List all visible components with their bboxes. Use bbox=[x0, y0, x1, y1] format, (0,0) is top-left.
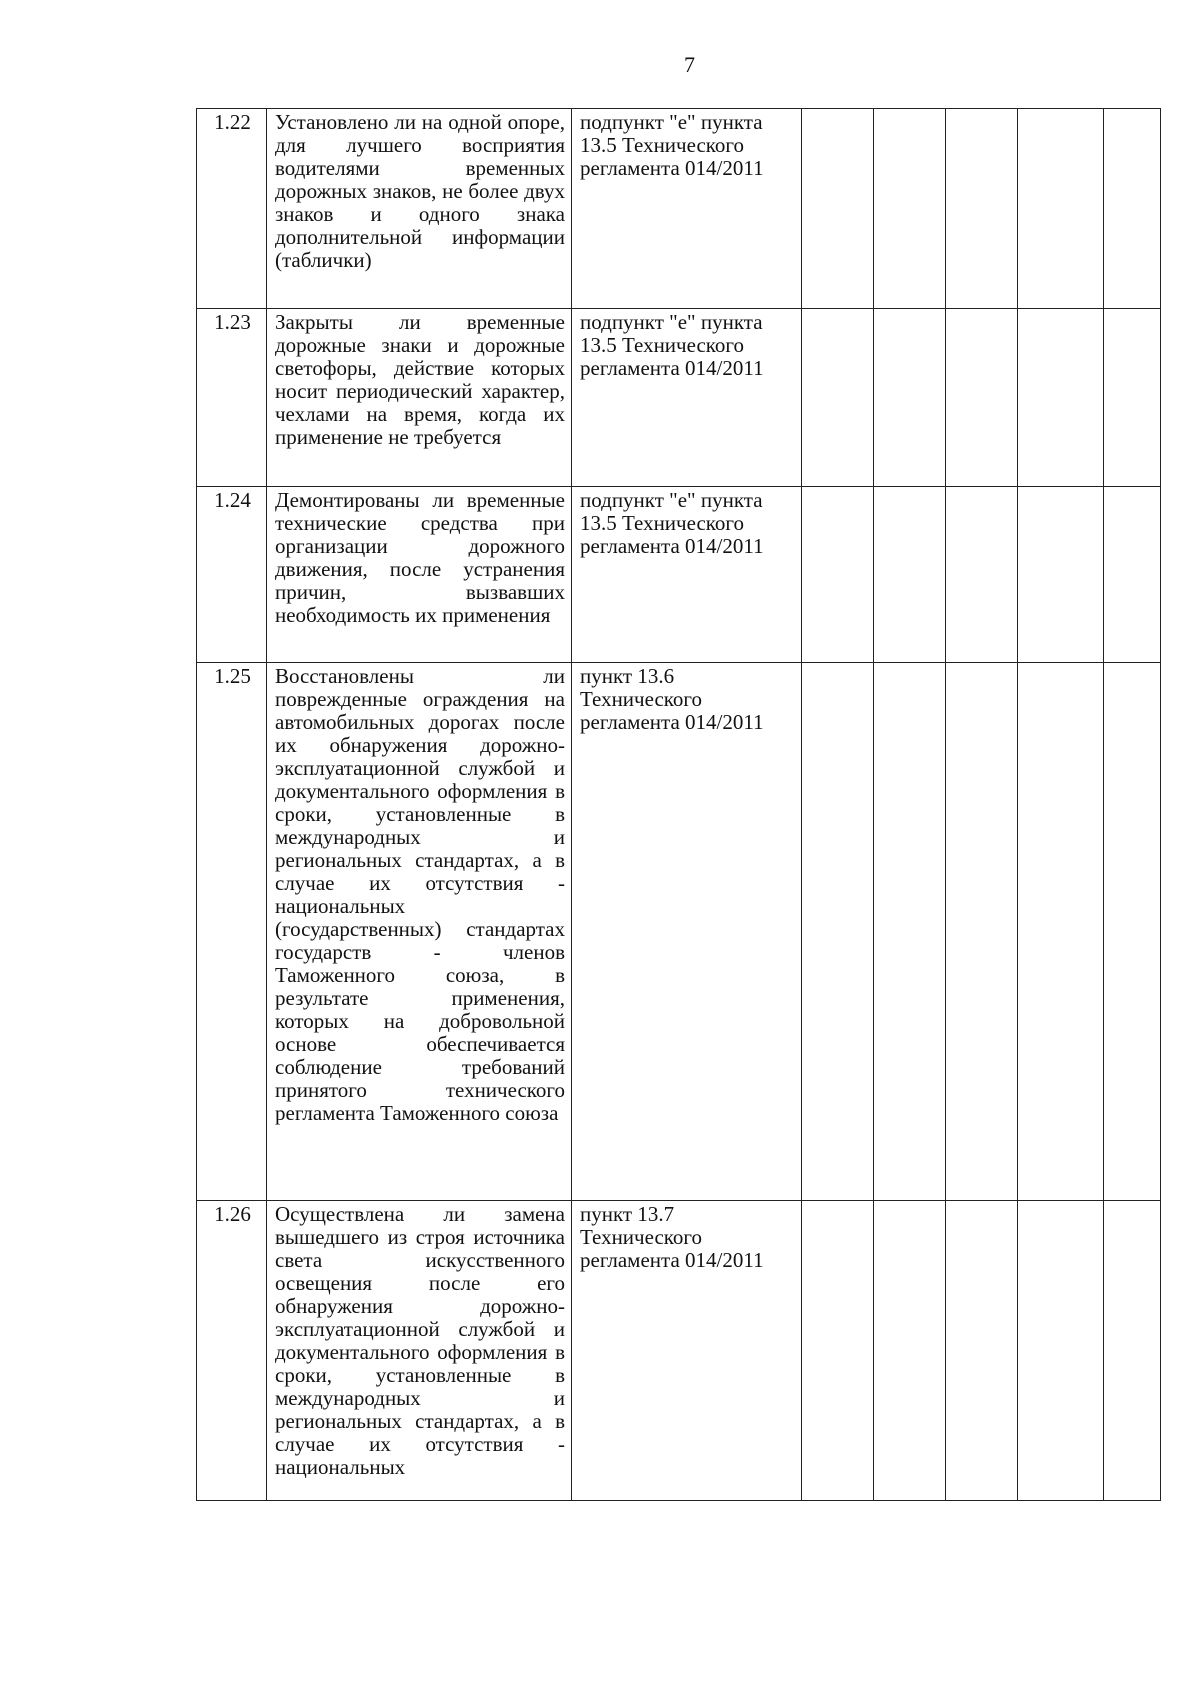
question-text: Восстановлены ли поврежденные ограждения на автомобильных дорогах после их обнаружения дорожно-эксплуатационной службой и документального оформления в сроки, установленные в международных и региональных стандартах, а в случае их отсутствия - национальных (государственных) стандартах государств - членов Таможенного союза, в результате применения, которых на добровольной основе обеспечивается соблюдение требований принятого технического регламента Таможенного союза bbox=[267, 663, 572, 1201]
answer-cell bbox=[946, 109, 1018, 309]
question-text: Установлено ли на одной опоре, для лучшего восприятия водителями временных дорожных знаков, не более двух знаков и одного знака дополнительной информации (таблички) bbox=[267, 109, 572, 309]
answer-cell bbox=[874, 309, 946, 487]
row-number: 1.23 bbox=[197, 309, 267, 487]
answer-cell bbox=[946, 1201, 1018, 1501]
table-row bbox=[197, 109, 1161, 309]
answer-cell bbox=[802, 1201, 874, 1501]
table-row bbox=[197, 663, 1161, 1201]
question-text: Демонтированы ли временные технические средства при организации дорожного движения, после устранения причин, вызвавших необходимость их применения bbox=[267, 487, 572, 663]
table-row bbox=[197, 309, 1161, 487]
regulation-reference: пункт 13.6 Технического регламента 014/2011 bbox=[572, 663, 802, 1201]
answer-cell bbox=[874, 663, 946, 1201]
answer-cell bbox=[874, 487, 946, 663]
answer-cell bbox=[802, 663, 874, 1201]
row-number: 1.26 bbox=[197, 1201, 267, 1501]
row-number: 1.24 bbox=[197, 487, 267, 663]
regulation-reference: подпункт "е" пункта 13.5 Технического регламента 014/2011 bbox=[572, 309, 802, 487]
answer-cell bbox=[802, 109, 874, 309]
answer-cell bbox=[1018, 487, 1104, 663]
answer-cell bbox=[802, 309, 874, 487]
question-text: Закрыты ли временные дорожные знаки и дорожные светофоры, действие которых носит периодический характер, чехлами на время, когда их применение не требуется bbox=[267, 309, 572, 487]
regulation-reference: подпункт "е" пункта 13.5 Технического регламента 014/2011 bbox=[572, 109, 802, 309]
answer-cell bbox=[1018, 309, 1104, 487]
answer-cell bbox=[1104, 309, 1161, 487]
regulation-reference: подпункт "е" пункта 13.5 Технического регламента 014/2011 bbox=[572, 487, 802, 663]
answer-cell bbox=[946, 309, 1018, 487]
question-text: Осуществлена ли замена вышедшего из строя источника света искусственного освещения после его обнаружения дорожно-эксплуатационной службой и документального оформления в сроки, установленные в международных и региональных стандартах, а в случае их отсутствия - национальных bbox=[267, 1201, 572, 1501]
regulation-reference: пункт 13.7 Технического регламента 014/2011 bbox=[572, 1201, 802, 1501]
answer-cell bbox=[1104, 109, 1161, 309]
answer-cell bbox=[874, 109, 946, 309]
answer-cell bbox=[802, 487, 874, 663]
answer-cell bbox=[1104, 487, 1161, 663]
table-row bbox=[197, 487, 1161, 663]
answer-cell bbox=[946, 663, 1018, 1201]
page-number: 7 bbox=[684, 52, 695, 77]
answer-cell bbox=[1104, 1201, 1161, 1501]
answer-cell bbox=[1018, 1201, 1104, 1501]
row-number: 1.25 bbox=[197, 663, 267, 1201]
answer-cell bbox=[1018, 109, 1104, 309]
table-row bbox=[197, 1201, 1161, 1501]
answer-cell bbox=[874, 1201, 946, 1501]
row-number: 1.22 bbox=[197, 109, 267, 309]
checklist-table bbox=[196, 108, 1161, 1501]
answer-cell bbox=[946, 487, 1018, 663]
answer-cell bbox=[1018, 663, 1104, 1201]
answer-cell bbox=[1104, 663, 1161, 1201]
